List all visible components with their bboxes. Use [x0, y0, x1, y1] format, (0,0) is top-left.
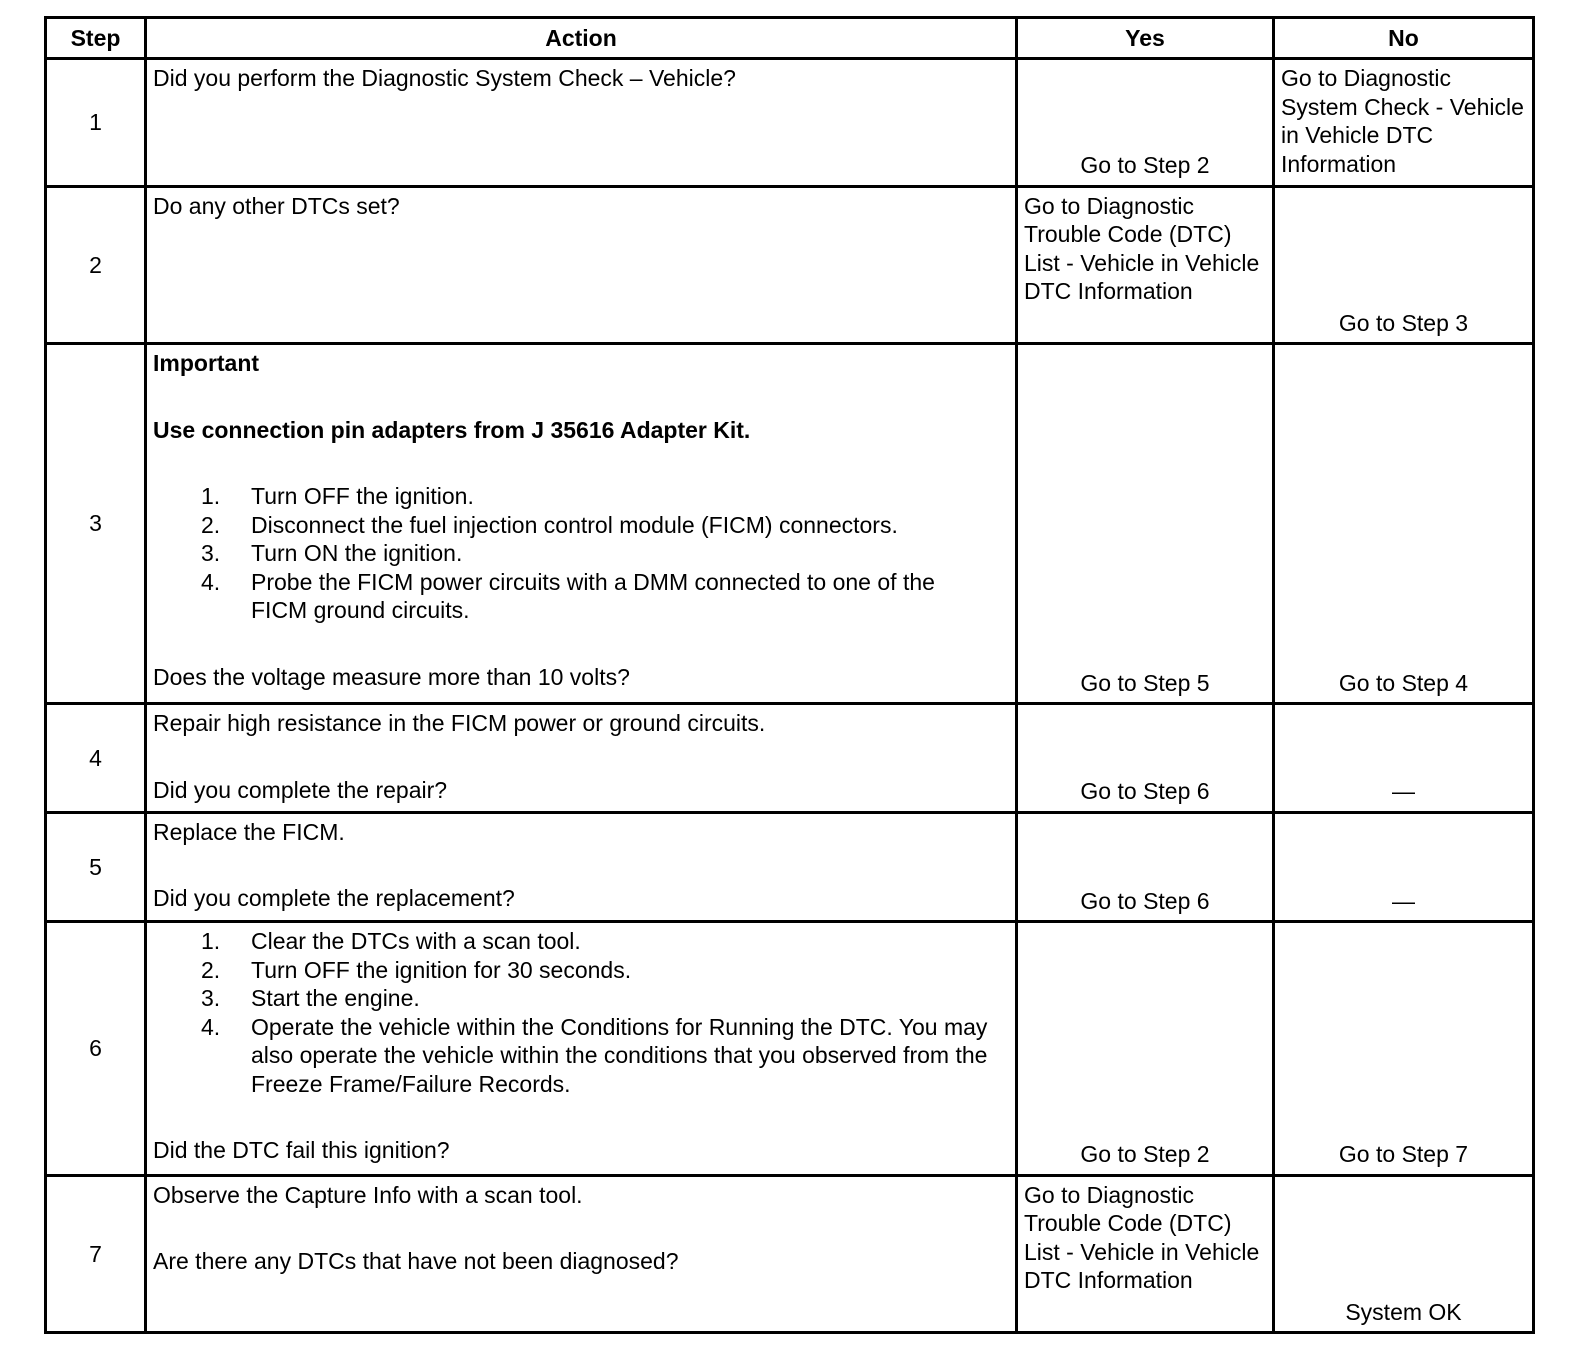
action-cell	[146, 344, 1017, 704]
procedure-list	[153, 482, 1009, 625]
yes-cell: Go to Step 6	[1017, 812, 1274, 922]
action-instruction: Replace the FICM.	[153, 818, 345, 845]
no-cell: Go to Step 7	[1274, 922, 1534, 1176]
action-question: Do any other DTCs set?	[153, 192, 400, 219]
table-row	[46, 59, 1534, 187]
list-item: 1. Turn OFF the ignition.	[201, 483, 474, 510]
table-row	[46, 344, 1534, 704]
action-cell	[146, 59, 1017, 187]
action-question: Does the voltage measure more than 10 volts?	[153, 663, 630, 690]
action-question: Did the DTC fail this ignition?	[153, 1137, 450, 1164]
no-cell: —	[1274, 704, 1534, 813]
header-action: Action	[146, 18, 1017, 59]
list-item: 3. Start the engine.	[201, 985, 420, 1012]
step-number: 3	[46, 344, 146, 704]
step-number: 7	[46, 1175, 146, 1332]
header-row	[46, 18, 1534, 59]
yes-cell: Go to Step 2	[1017, 922, 1274, 1176]
no-cell: Go to Diagnostic System Check - Vehicle in Vehicle DTC Information	[1274, 59, 1534, 187]
yes-cell: Go to Step 6	[1017, 704, 1274, 813]
no-cell: —	[1274, 812, 1534, 922]
list-item: 4. Operate the vehicle within the Conditions for Running the DTC. You may also operate the vehicle within the conditions that you observed from the Freeze Frame/Failure Records.	[201, 1013, 988, 1097]
list-item: 2. Disconnect the fuel injection control module (FICM) connectors.	[201, 511, 898, 538]
action-question: Did you perform the Diagnostic System Check – Vehicle?	[153, 65, 736, 91]
no-cell: Go to Step 3	[1274, 186, 1534, 343]
table-row	[46, 1175, 1534, 1332]
no-cell: System OK	[1274, 1175, 1534, 1332]
action-question: Are there any DTCs that have not been diagnosed?	[153, 1248, 679, 1275]
action-instruction: Observe the Capture Info with a scan tool.	[153, 1181, 583, 1208]
header-no: No	[1274, 18, 1534, 59]
step-number: 6	[46, 922, 146, 1176]
table-row	[46, 922, 1534, 1176]
list-item: 4. Probe the FICM power circuits with a DMM connected to one of the FICM ground circuits.	[201, 568, 935, 624]
table-row	[46, 812, 1534, 922]
action-cell	[146, 812, 1017, 922]
important-note: Use connection pin adapters from J 35616 Adapter Kit.	[153, 416, 751, 443]
no-cell: Go to Step 4	[1274, 344, 1534, 704]
step-number: 4	[46, 704, 146, 813]
list-item: 2. Turn OFF the ignition for 30 seconds.	[201, 956, 632, 983]
yes-cell: Go to Diagnostic Trouble Code (DTC) List - Vehicle in Vehicle DTC Information	[1017, 186, 1274, 343]
action-question: Did you complete the repair?	[153, 776, 448, 803]
step-number: 1	[46, 59, 146, 187]
action-cell	[146, 922, 1017, 1176]
yes-cell: Go to Diagnostic Trouble Code (DTC) List - Vehicle in Vehicle DTC Information	[1017, 1175, 1274, 1332]
procedure-list	[153, 927, 1009, 1098]
diagnostic-table	[44, 16, 1535, 1334]
table-row	[46, 704, 1534, 813]
action-instruction: Repair high resistance in the FICM power or ground circuits.	[153, 710, 766, 737]
action-cell	[146, 186, 1017, 343]
step-number: 2	[46, 186, 146, 343]
header-step: Step	[46, 18, 146, 59]
yes-cell: Go to Step 2	[1017, 59, 1274, 187]
list-item: 1. Clear the DTCs with a scan tool.	[201, 928, 581, 955]
header-yes: Yes	[1017, 18, 1274, 59]
action-question: Did you complete the replacement?	[153, 885, 515, 912]
yes-cell: Go to Step 5	[1017, 344, 1274, 704]
action-cell	[146, 704, 1017, 813]
step-number: 5	[46, 812, 146, 922]
important-label: Important	[153, 350, 260, 377]
action-cell	[146, 1175, 1017, 1332]
table-row	[46, 186, 1534, 343]
list-item: 3. Turn ON the ignition.	[201, 540, 463, 567]
